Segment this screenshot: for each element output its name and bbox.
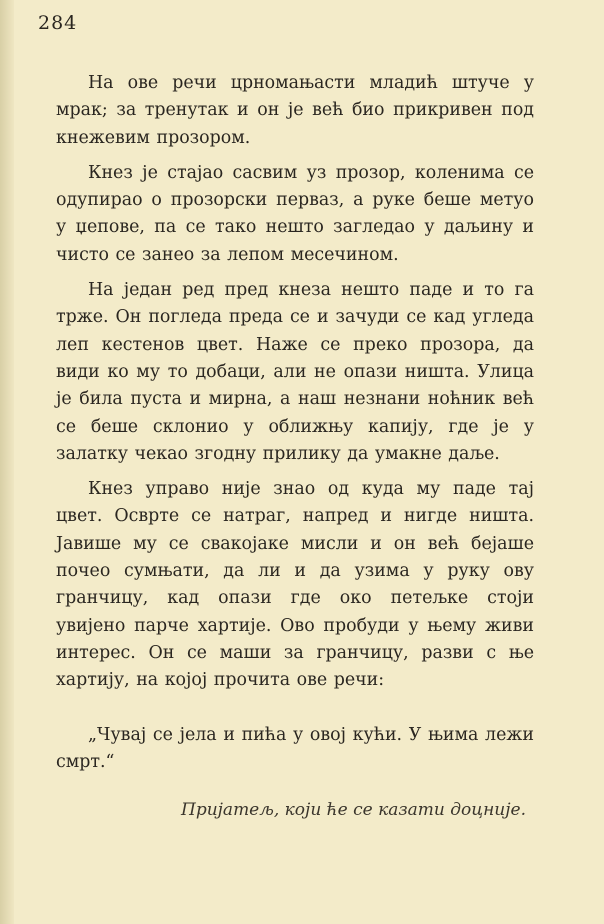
paragraph-2: Кнез је стајао сасвим уз прозор, коленима се одупирао о прозорски перваз, а руке беше метуо у џепове, па се тако нешто загледао у даљину и чисто се занео за лепом месечином. xyxy=(56,162,534,265)
quoted-note: „Чувај се јела и пића у овој кући. У њима лежи смрт.“ xyxy=(56,724,534,772)
paragraph-4: Кнез управо није знао од куда му паде тај цвет. Осврте се натраг, напред и нигде ништа. Јавише му се свакојаке мисли и он већ бејаше почео сумњати, да ли и да узима у руку ову гранчицу, кад опази где око петељке стоји увијено парче хартије. Ово пробуди у њему живи интерес. Он се маши за гранчицу, разви с ње хартију, на којој прочита ове речи: xyxy=(56,479,534,691)
page-edge xyxy=(0,0,14,924)
paragraph-1: На ове речи црномањасти младић штуче у мрак; за тренутак и он је већ био прикривен под кнежевим прозором. xyxy=(56,73,534,148)
paragraph-3: На један ред пред кнеза нешто паде и то га трже. Он погледа преда се и зачуди се кад угледа леп кестенов цвет. Наже се преко прозора, да види ко му то добаци, али не опази ништа. Улица је била пуста и мирна, а наш незнани ноћник већ се беше склонио у оближњу капију, где је у залатку чекао згодну прилику да умакне даље. xyxy=(56,280,534,464)
text-block xyxy=(56,70,534,822)
page-number: 284 xyxy=(38,12,78,34)
note-signature: Пријатељ, који ће се казати доцније. xyxy=(181,800,526,821)
